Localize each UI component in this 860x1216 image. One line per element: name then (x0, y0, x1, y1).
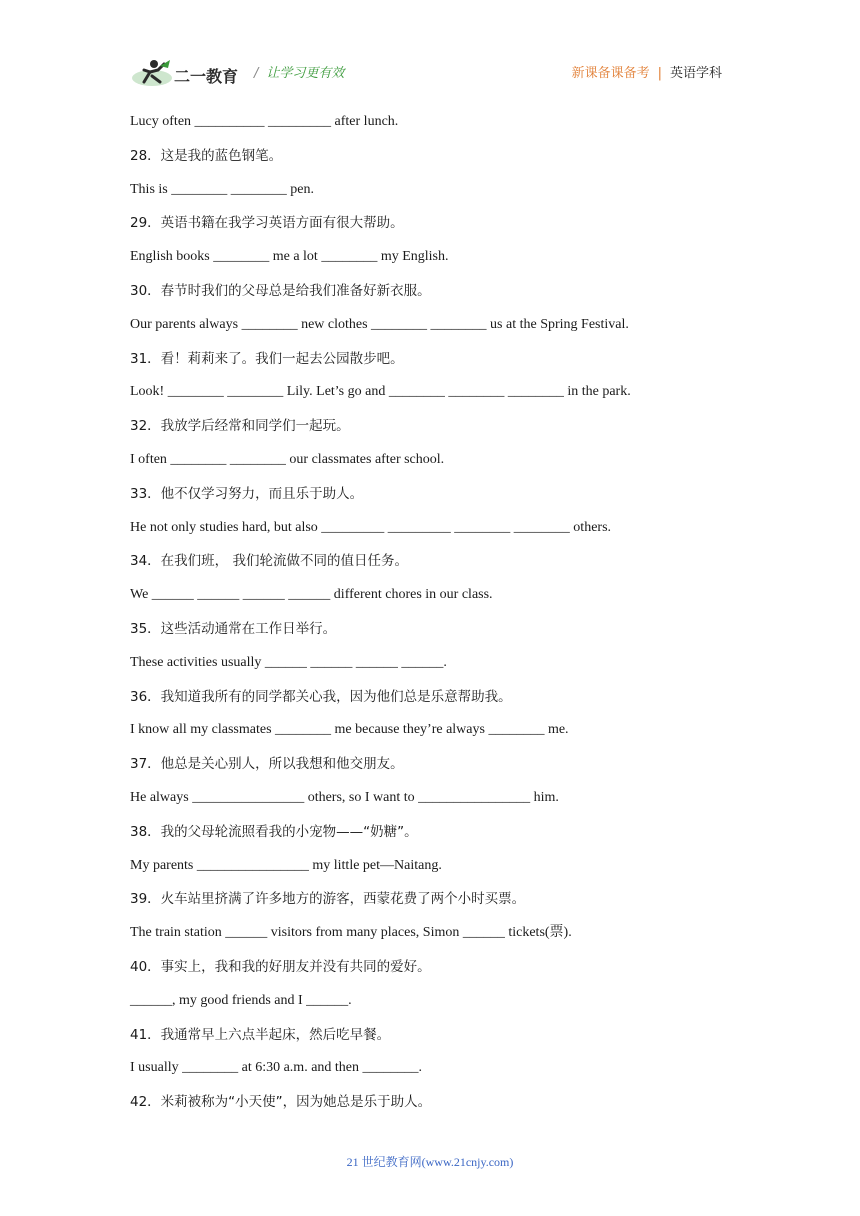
exercise-content (130, 108, 750, 1122)
question-prompt: 41．我通常早上六点半起床，然后吃早餐。 (130, 1026, 391, 1043)
runner-logo-icon (130, 56, 242, 90)
header-tagline: 新课备课备考 (571, 66, 650, 81)
exercise-line: Lucy often __________ _________ after lunch. (130, 114, 399, 129)
question-prompt: 31．看！莉莉来了。我们一起去公园散步吧。 (130, 350, 404, 367)
exercise-line: I usually ________ at 6:30 a.m. and then ________. (130, 1060, 423, 1076)
page-footer[interactable]: 21 世纪教育网(www.21cnjy.com) (346, 1155, 514, 1169)
exercise-line: English books ________ me a lot ________ my English. (130, 249, 449, 265)
question-prompt: 32．我放学后经常和同学们一起玩。 (130, 418, 350, 435)
exercise-line: This is ________ ________ pen. (130, 181, 314, 197)
slogan-text: 让学习更有效 (266, 66, 345, 81)
header-right (572, 62, 722, 81)
logo (130, 56, 242, 90)
header-divider: | (657, 66, 662, 81)
exercise-line: I often ________ ________ our classmates after school. (130, 451, 445, 467)
exercise-line: These activities usually ______ ______ ______ ______. (130, 654, 447, 670)
question-prompt: 38．我的父母轮流照看我的小宠物——“奶糖”。 (130, 823, 418, 840)
exercise-line: The train station ______ visitors from many places, Simon ______ tickets(票). (130, 925, 572, 941)
exercise-line: I know all my classmates ________ me because they’re always ________ me. (130, 722, 569, 738)
question-prompt: 40．事实上，我和我的好朋友并没有共同的爱好。 (130, 958, 431, 975)
exercise-line: ______, my good friends and I ______. (130, 992, 352, 1008)
exercise-line: Look! ________ ________ Lily. Let’s go and ________ ________ ________ in the park. (130, 384, 631, 400)
question-prompt: 39．火车站里挤满了许多地方的游客，西蒙花费了两个小时买票。 (130, 891, 526, 908)
question-prompt: 37．他总是关心别人，所以我想和他交朋友。 (130, 756, 404, 773)
question-prompt: 28．这是我的蓝色钢笔。 (130, 147, 283, 164)
header-subject: 英语学科 (669, 66, 722, 81)
slogan-separator: / (254, 66, 259, 81)
logo-text: 二一教育 (174, 67, 239, 86)
exercise-line: He always ________________ others, so I want to ________________ him. (130, 789, 559, 805)
exercise-line: We ______ ______ ______ ______ different chores in our class. (130, 587, 493, 603)
question-prompt: 33．他不仅学习努力，而且乐于助人。 (130, 485, 364, 502)
exercise-line: He not only studies hard, but also _________ _________ ________ ________ others. (130, 519, 612, 535)
question-prompt: 42．米莉被称为“小天使”，因为她总是乐于助人。 (130, 1094, 432, 1111)
exercise-line: My parents ________________ my little pet—Naitang. (130, 857, 442, 873)
question-prompt: 34．在我们班， 我们轮流做不同的值日任务。 (130, 553, 408, 570)
question-prompt: 36．我知道我所有的同学都关心我，因为他们总是乐意帮助我。 (130, 688, 512, 705)
question-prompt: 30．春节时我们的父母总是给我们准备好新衣服。 (130, 282, 431, 299)
page-header (130, 56, 730, 90)
slogan (254, 62, 344, 81)
exercise-line: Our parents always ________ new clothes ________ ________ us at the Spring Festival. (130, 316, 629, 332)
question-prompt: 35．这些活动通常在工作日举行。 (130, 620, 337, 637)
question-prompt: 29．英语书籍在我学习英语方面有很大帮助。 (130, 215, 404, 232)
